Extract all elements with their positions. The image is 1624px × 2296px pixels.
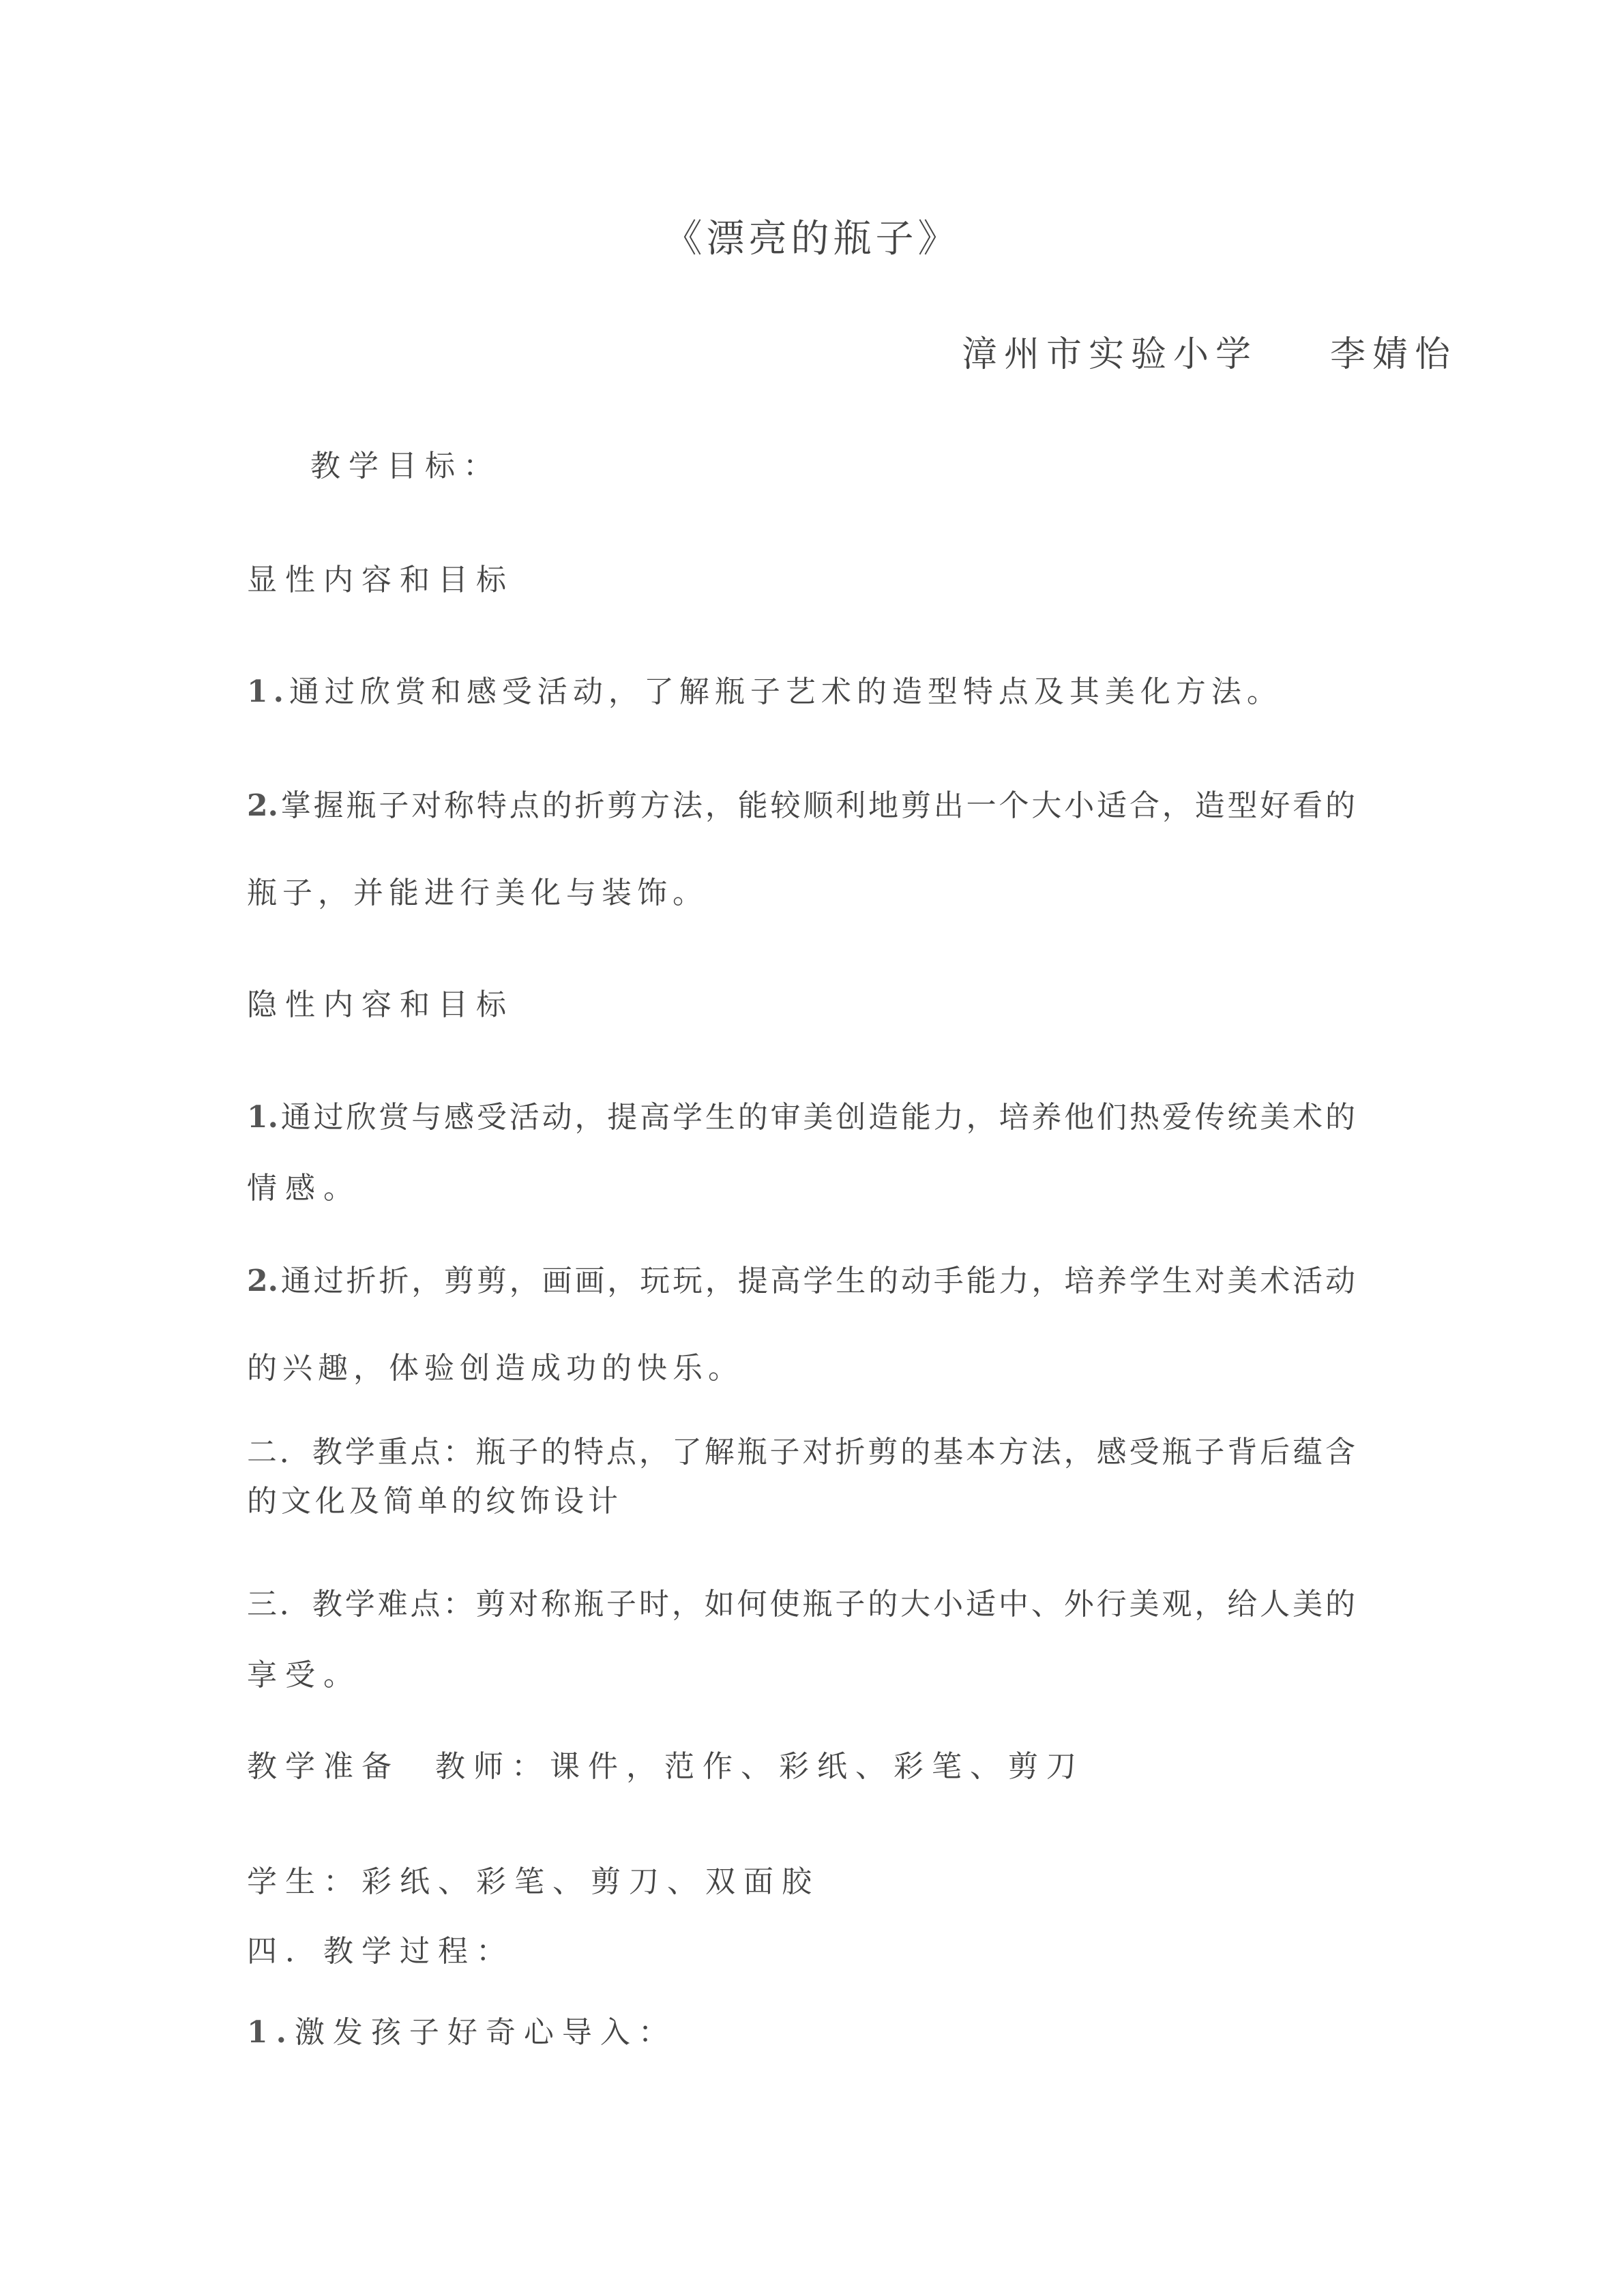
implicit-item-2-line-1 xyxy=(247,1261,1355,1302)
explicit-item-2-line-1 xyxy=(247,786,1355,826)
key-points-line-2: 的文化及简单的纹饰设计 xyxy=(247,1484,622,1519)
item-text: 通过折折，剪剪，画画，玩玩，提高学生的动手能力，培养学生对美术活动 xyxy=(278,1264,1355,1298)
item-text: 掌握瓶子对称特点的折剪方法，能较顺利地剪出一个大小适合，造型好看的 xyxy=(278,788,1355,823)
explicit-item-1 xyxy=(247,672,1282,713)
item-number: 1. xyxy=(247,674,289,709)
author-line: 漳州市实验小学 李婧怡 xyxy=(962,334,1458,375)
explicit-item-2-line-2: 瓶子，并能进行美化与装饰。 xyxy=(247,876,708,910)
implicit-item-2-line-2: 的兴趣，体验创造成功的快乐。 xyxy=(247,1351,743,1386)
item-number: 2. xyxy=(247,788,278,823)
item-number: 1. xyxy=(247,1100,278,1135)
item-number: 1. xyxy=(247,2015,295,2050)
objectives-heading: 教学目标： xyxy=(310,449,501,483)
explicit-heading: 显性内容和目标 xyxy=(247,563,514,597)
implicit-heading: 隐性内容和目标 xyxy=(247,987,514,1022)
item-text: 通过欣赏和感受活动，了解瓶子艺术的造型特点及其美化方法。 xyxy=(289,674,1282,709)
difficulties-line-1: 三．教学难点：剪对称瓶子时，如何使瓶子的大小适中、外行美观，给人美的 xyxy=(247,1587,1355,1622)
item-number: 2. xyxy=(247,1264,278,1298)
item-text: 通过欣赏与感受活动，提高学生的审美创造能力，培养他们热爱传统美术的 xyxy=(278,1100,1355,1135)
item-text: 激发孩子好奇心导入： xyxy=(294,2015,677,2050)
difficulties-line-2: 享受。 xyxy=(247,1658,361,1693)
process-heading: 四．教学过程： xyxy=(247,1934,514,1969)
implicit-item-1-line-1 xyxy=(247,1097,1355,1138)
preparation-teacher: 教学准备 教师：课件，范作、彩纸、彩笔、剪刀 xyxy=(247,1749,1084,1784)
preparation-student: 学生：彩纸、彩笔、剪刀、双面胶 xyxy=(247,1864,820,1899)
key-points-line-1: 二．教学重点：瓶子的特点，了解瓶子对折剪的基本方法，感受瓶子背后蕴含 xyxy=(247,1435,1355,1470)
document-title: 《漂亮的瓶子》 xyxy=(664,217,960,261)
implicit-item-1-line-2: 情感。 xyxy=(247,1171,361,1206)
process-step-1 xyxy=(247,2012,677,2053)
